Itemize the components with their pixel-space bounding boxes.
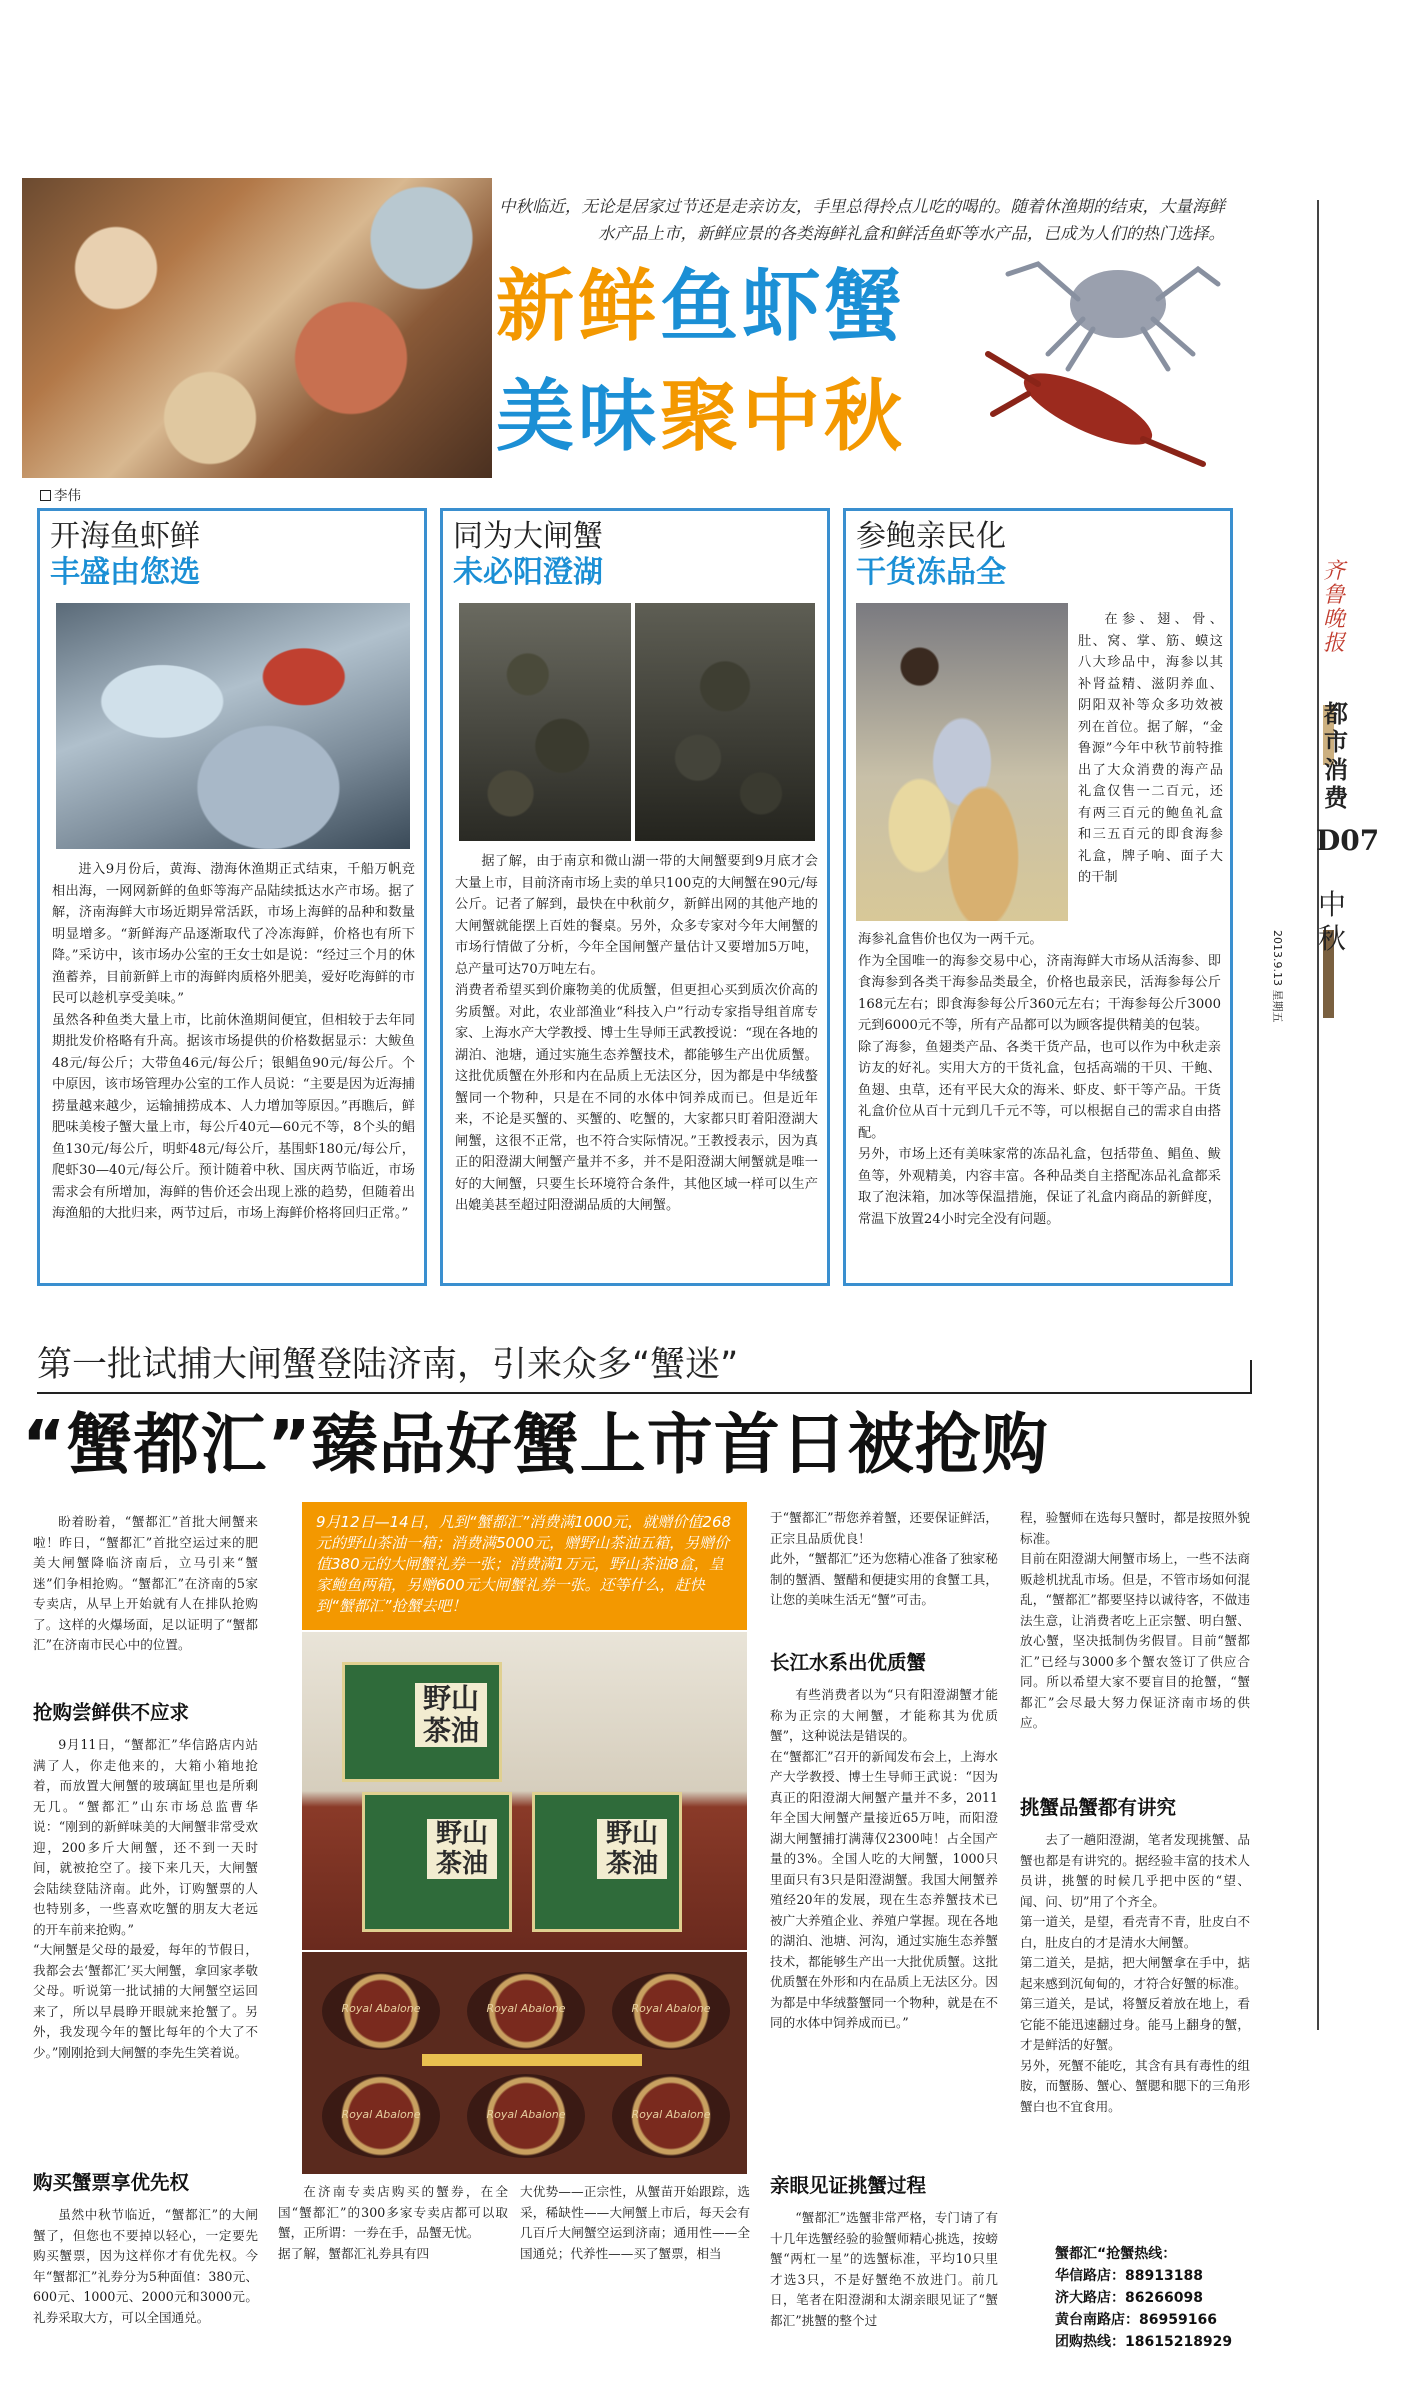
section-name: 都市消费	[1324, 700, 1348, 812]
section-heading: 挑蟹品蟹都有讲究	[1020, 1796, 1177, 1819]
column-body-side: 在参、翅、骨、肚、窝、掌、筋、蟆这八大珍品中，海参以其补肾益精、滋阴养血、阴阳双补等众多功效被列在首位。据了解，“金鲁源”今年中秋节前特推出了大众消费的海产品礼盒仅售一二百元，还有两三百元的鲍鱼礼盒和三五百元的即食海参礼盒，牌子响、面子大的干制	[1078, 612, 1223, 885]
gift-box: 野山茶油	[532, 1792, 682, 1932]
column-hairy-crab	[440, 508, 830, 1286]
article2-body: 9月11日，“蟹都汇”华信路店内站满了人，你走他来的，大箱小箱地抢着，而放置大闸蟹的玻璃缸里也是所剩无几。“蟹都汇”山东市场总监曹华说：“刚到的新鲜味美的大闸蟹非常受欢迎，200多斤大闸蟹，还不到一天时间，就被抢空了。接下来几天，大闸蟹会陆续登陆济南。此外，订购蟹票的人也特别多，一些喜欢吃蟹的朋友大老远的开车前来抢购。” “大闸蟹是父母的最爱，每年的节假日，我都会去‘蟹都汇’买大闸蟹，拿回家孝敬父母。听说第一批试捕的大闸蟹空运回来了，所以早晨睁开眼就来抢蟹了。另外，我发现今年的蟹比每年的个大了不少。”刚刚抢到大闸蟹的李先生笑着说。	[33, 1737, 258, 2060]
crab-tank-photo-right	[635, 603, 815, 841]
hotline-item: 济大路店：86266098	[1055, 2290, 1203, 2306]
dried-goods-market-photo	[856, 603, 1068, 921]
abalone-tin: Royal Abalone	[322, 1972, 440, 2050]
crab-lobster-illustration	[968, 244, 1226, 474]
newspaper-logo: 齐鲁晚报	[1322, 559, 1345, 656]
gift-box: 野山茶油	[362, 1792, 512, 1932]
intro-text: 中秋临近，无论是居家过节还是走亲访友，手里总得拎点儿吃的喝的。随着休渔期的结束，大量海鲜水产品上市，新鲜应景的各类海鲜礼盒和鲜活鱼虾等水产品，已成为人们的热门选择。	[499, 197, 1225, 243]
hotline-item: 团购热线：18615218929	[1055, 2334, 1233, 2350]
article2-body: 虽然中秋节临近，“蟹都汇”的大闸蟹了，但您也不要掉以轻心，一定要先购买蟹票，因为这样你才有优先权。今年“蟹都汇”礼券分为5种面值：380元、600元、1000元、2000元和3000元。礼券采取大方，可以全国通兑。	[33, 2207, 258, 2325]
article2-subhead: 第一批试捕大闸蟹登陆济南，引来众多“蟹迷”	[37, 1345, 739, 1385]
column-title: 开海鱼虾鲜	[50, 519, 200, 554]
seafood-platter-photo	[22, 178, 492, 478]
tea-oil-gift-box-photo	[302, 1632, 747, 1950]
section-heading: 长江水系出优质蟹	[770, 1651, 927, 1674]
column-body: 海参礼盒售价也仅为一两千元。 作为全国唯一的海参交易中心，济南海鲜大市场从活海参、即食海参到各类干海参品类最全，价格也最亲民，活海参每公斤168元左右；即食海参每公斤360元左右；干海参每公斤3000元到6000元不等，所有产品都可以为顾客提供精美的包装。 除了海参，鱼翅类产品、各类干货产品，也可以作为中秋走亲访友的好礼。实用大方的干货礼盒，包括高端的干贝、干鲍、鱼翅、虫草，还有平民大众的海米、虾皮、虾干等产品。干货礼盒价位从百十元到几千元不等，可以根据自己的需求自由搭配。 另外，市场上还有美味家常的冻品礼盒，包括带鱼、鲳鱼、鲅鱼等，外观精美，内容丰富。各种品类自主搭配冻品礼盒都采取了泡沫箱，加冰等保温措施，保证了礼盒内商品的新鲜度，常温下放置24小时完全没有问题。	[858, 932, 1221, 1227]
abalone-tin: Royal Abalone	[322, 2074, 440, 2158]
topic-label: 中秋	[1318, 888, 1347, 955]
abalone-gift-box-photo	[302, 1952, 747, 2174]
column-title: 同为大闸蟹	[453, 519, 603, 554]
hotline-item: 黄台南路店：86959166	[1055, 2312, 1217, 2328]
headline-line-2: 美味聚中秋	[496, 372, 907, 462]
column-subtitle: 干货冻品全	[856, 555, 1006, 590]
byline: 李伟	[40, 484, 81, 504]
divider	[1250, 1360, 1252, 1392]
column-seafood	[37, 508, 427, 1286]
gift-ribbon	[422, 2054, 642, 2066]
article2-body: “蟹都汇”选蟹非常严格，专门请了有十几年选蟹经验的验蟹师精心挑选，按螃蟹“两杠一星”的选蟹标准，平均10只里才选3只，不是好蟹绝不放进门。前几日，笔者在阳澄湖和太湖亲眼见证了“蟹都汇”挑蟹的整个过	[770, 2210, 998, 2328]
column-body: 进入9月份后，黄海、渤海休渔期正式结束，千船万帆竞相出海，一网网新鲜的鱼虾等海产品陆续抵达水产市场。据了解，济南海鲜大市场近期异常活跃，市场上海鲜的品种和数量明显增多。“新鲜海产品逐渐取代了冷冻海鲜，价格也有所下降。”采访中，该市场办公室的王女士如是说：“经过三个月的休渔蓄养，目前新鲜上市的海鲜肉质格外肥美，爱好吃海鲜的市民可以趁机享受美味。” 虽然各种鱼类大量上市，比前休渔期间便宜，但相较于去年同期批发价格略有升高。据该市场提供的价格数据显示：大鲅鱼48元/每公斤；大带鱼46元/每公斤；银鲳鱼90元/每公斤。个中原因，该市场管理办公室的工作人员说：“主要是因为近海捕捞量越来越少，运输捕捞成本、人力增加等原因。”再瞧后，鲜肥味美梭子蟹大量上市，每公斤40元—60元不等，8个头的鲳鱼130元/每公斤，明虾48元/每公斤，基围虾180元/每公斤，爬虾30—40元/每公斤。预计随着中秋、国庆两节临近，市场需求会有所增加，海鲜的售价还会出现上涨的趋势，但随着出海渔船的大批归来，两节过后，市场上海鲜价格将回归正常。”	[52, 862, 415, 1221]
headline-line-1: 新鲜鱼虾蟹	[496, 262, 907, 352]
gift-box: 野山茶油	[342, 1662, 502, 1782]
column-body: 据了解，由于南京和微山湖一带的大闸蟹要到9月底才会大量上市，目前济南市场上卖的单只100克的大闸蟹在90元/每公斤。记者了解到，最快在中秋前夕，新鲜出网的其他产地的大闸蟹就能摆上百姓的餐桌。另外，众多专家对今年大闸蟹的市场行情做了分析，今年全国闸蟹产量估计又要增加5万吨，总产量可达70万吨左右。 消费者希望买到价廉物美的优质蟹，但更担心买到质次价高的劣质蟹。对此，农业部渔业“科技入户”行动专家指导组首席专家、上海水产大学教授、博士生导师王武教授说：“现在各地的湖泊、池塘，通过实施生态养蟹技术，都能够生产出优质蟹。这批优质蟹在外形和内在品质上无法区分，因为都是中华绒螯蟹同一个物种，只是在不同的水体中饲养成而已。但是近年来，不论是买蟹的、买蟹的、吃蟹的，大家都只盯着阳澄湖大闸蟹，这很不正常，也不符合实际情况。”王教授表示，因为真正的阳澄湖大闸蟹产量并不多，并不是阳澄湖大闸蟹就是唯一好的大闸蟹，只要生长环境符合条件，其他区域一样可以生产出媲美甚至超过阳澄湖品质的大闸蟹。	[455, 854, 818, 1213]
column-subtitle: 未必阳澄湖	[453, 555, 603, 590]
abalone-tin: Royal Abalone	[612, 2074, 730, 2158]
fish-market-photo	[56, 603, 410, 849]
article2-body: 大优势——正宗性，从蟹苗开始跟踪，选采，稀缺性——大闸蟹上市后，每天会有几百斤大闸蟹空运到济南；通用性——全国通兑；代养性——买了蟹票，相当	[520, 2184, 750, 2261]
article2-body: 程，验蟹师在选每只蟹时，都是按照外貌标准。 目前在阳澄湖大闸蟹市场上，一些不法商贩趁机扰乱市场。但是，不管市场如何混乱，“蟹都汇”都要坚持以诚待客，不做违法生意，让消费者吃上正宗蟹、明白蟹、放心蟹，坚决抵制伪劣假冒。目前“蟹都汇”已经与3000多个蟹农签订了供应合同。所以希望大家不要盲目的抢蟹，“蟹都汇”会尽最大努力保证济南市场的供应。	[1020, 1510, 1250, 1730]
issue-date: 2013.9.13 星期五	[1271, 930, 1284, 1023]
crab-tank-photo-left	[459, 603, 631, 841]
column-subtitle: 丰盛由您选	[50, 555, 200, 590]
section-heading: 亲眼见证挑蟹过程	[770, 2174, 927, 2197]
page-edge-rule	[1317, 200, 1319, 2030]
abalone-tin: Royal Abalone	[467, 2074, 585, 2158]
article2-intro: 盼着盼着，“蟹都汇”首批大闸蟹来啦！昨日，“蟹都汇”首批空运过来的肥美大闸蟹降临济南后，立马引来“蟹迷”们争相抢购。“蟹都汇”在济南的5家专卖店，从早上开始就有人在排队抢购了。这样的火爆场面，足以证明了“蟹都汇”在济南市民心中的位置。	[33, 1514, 258, 1652]
hotline-item: 华信路店：88913188	[1055, 2268, 1203, 2284]
promo-box: 9月12日—14日，凡到“蟹都汇”消费满1000元，就赠价值268元的野山茶油一箱；消费满5000元，赠野山茶油五箱，另赠价值380元的大闸蟹礼券一张；消费满1万元，野山茶油8盒，皇家鲍鱼两箱，另赠600元大闸蟹礼券一张。还等什么，赶快到“蟹都汇”抢蟹去吧！	[302, 1502, 747, 1630]
hotline-title: 蟹都汇“抢蟹热线：	[1055, 2246, 1177, 2262]
divider	[37, 1392, 1252, 1394]
abalone-tin: Royal Abalone	[612, 1972, 730, 2050]
article2-headline: “蟹都汇”臻品好蟹上市首日被抢购	[22, 1406, 1049, 1483]
article2-body: 有些消费者以为“只有阳澄湖蟹才能称为正宗的大闸蟹，才能称其为优质蟹”，这种说法是错误的。 在“蟹都汇”召开的新闻发布会上，上海水产大学教授、博士生导师王武说：“因为真正的阳澄湖大闸蟹产量并不多，2011年全国大闸蟹产量接近65万吨，而阳澄湖大闸蟹捕打满薄仅2300吨！占全国产量的3%。全国人吃的大闸蟹，1000只里面只有3只是阳澄湖蟹。我国大闸蟹养殖经20年的发展，现在生态养蟹技术已被广大养殖企业、养殖户掌握。现在各地的湖泊、池塘、河沟，通过实施生态养蟹技术，都能够生产出一大批优质蟹。这批优质蟹在外形和内在品质上无法区分。因为都是中华绒螯蟹同一个物种，就是在不同的水体中饲养成而已。”	[770, 1687, 998, 2030]
article2-body: 在济南专卖店购买的蟹券，在全国“蟹都汇”的300多家专卖店都可以取蟹，正所谓：一券在手，品蟹无忧。 据了解，蟹都汇礼券具有四	[278, 2184, 508, 2261]
section-heading: 购买蟹票享优先权	[33, 2171, 190, 2194]
column-title: 参鲍亲民化	[856, 519, 1006, 554]
abalone-tin: Royal Abalone	[467, 1972, 585, 2050]
page-number: D07	[1316, 824, 1380, 857]
article2-body: 于“蟹都汇”帮您养着蟹，还要保证鲜活，正宗且品质优良！ 此外，“蟹都汇”还为您精心准备了独家秘制的蟹酒、蟹醋和便捷实用的食蟹工具，让您的美味生活无“蟹”可击。	[770, 1510, 998, 1607]
section-heading: 抢购尝鲜供不应求	[33, 1701, 190, 1724]
hotline-list	[1055, 2243, 1232, 2353]
article2-body: 去了一趟阳澄湖，笔者发现挑蟹、品蟹也都是有讲究的。据经验丰富的技术人员讲，挑蟹的时候几乎把中医的“望、闻、问、切”用了个齐全。 第一道关，是望，看壳青不青，肚皮白不白，肚皮白的才是清水大闸蟹。 第二道关，是掂，把大闸蟹拿在手中，掂起来感到沉甸甸的，才符合好蟹的标准。 第三道关，是试，将蟹反着放在地上，看它能不能迅速翻过身。能马上翻身的蟹，才是鲜活的好蟹。 另外，死蟹不能吃，其含有具有毒性的组胺，而蟹肠、蟹心、蟹腮和腮下的三角形蟹白也不宜食用。	[1020, 1832, 1250, 2114]
column-dried-seafood	[843, 508, 1233, 1286]
